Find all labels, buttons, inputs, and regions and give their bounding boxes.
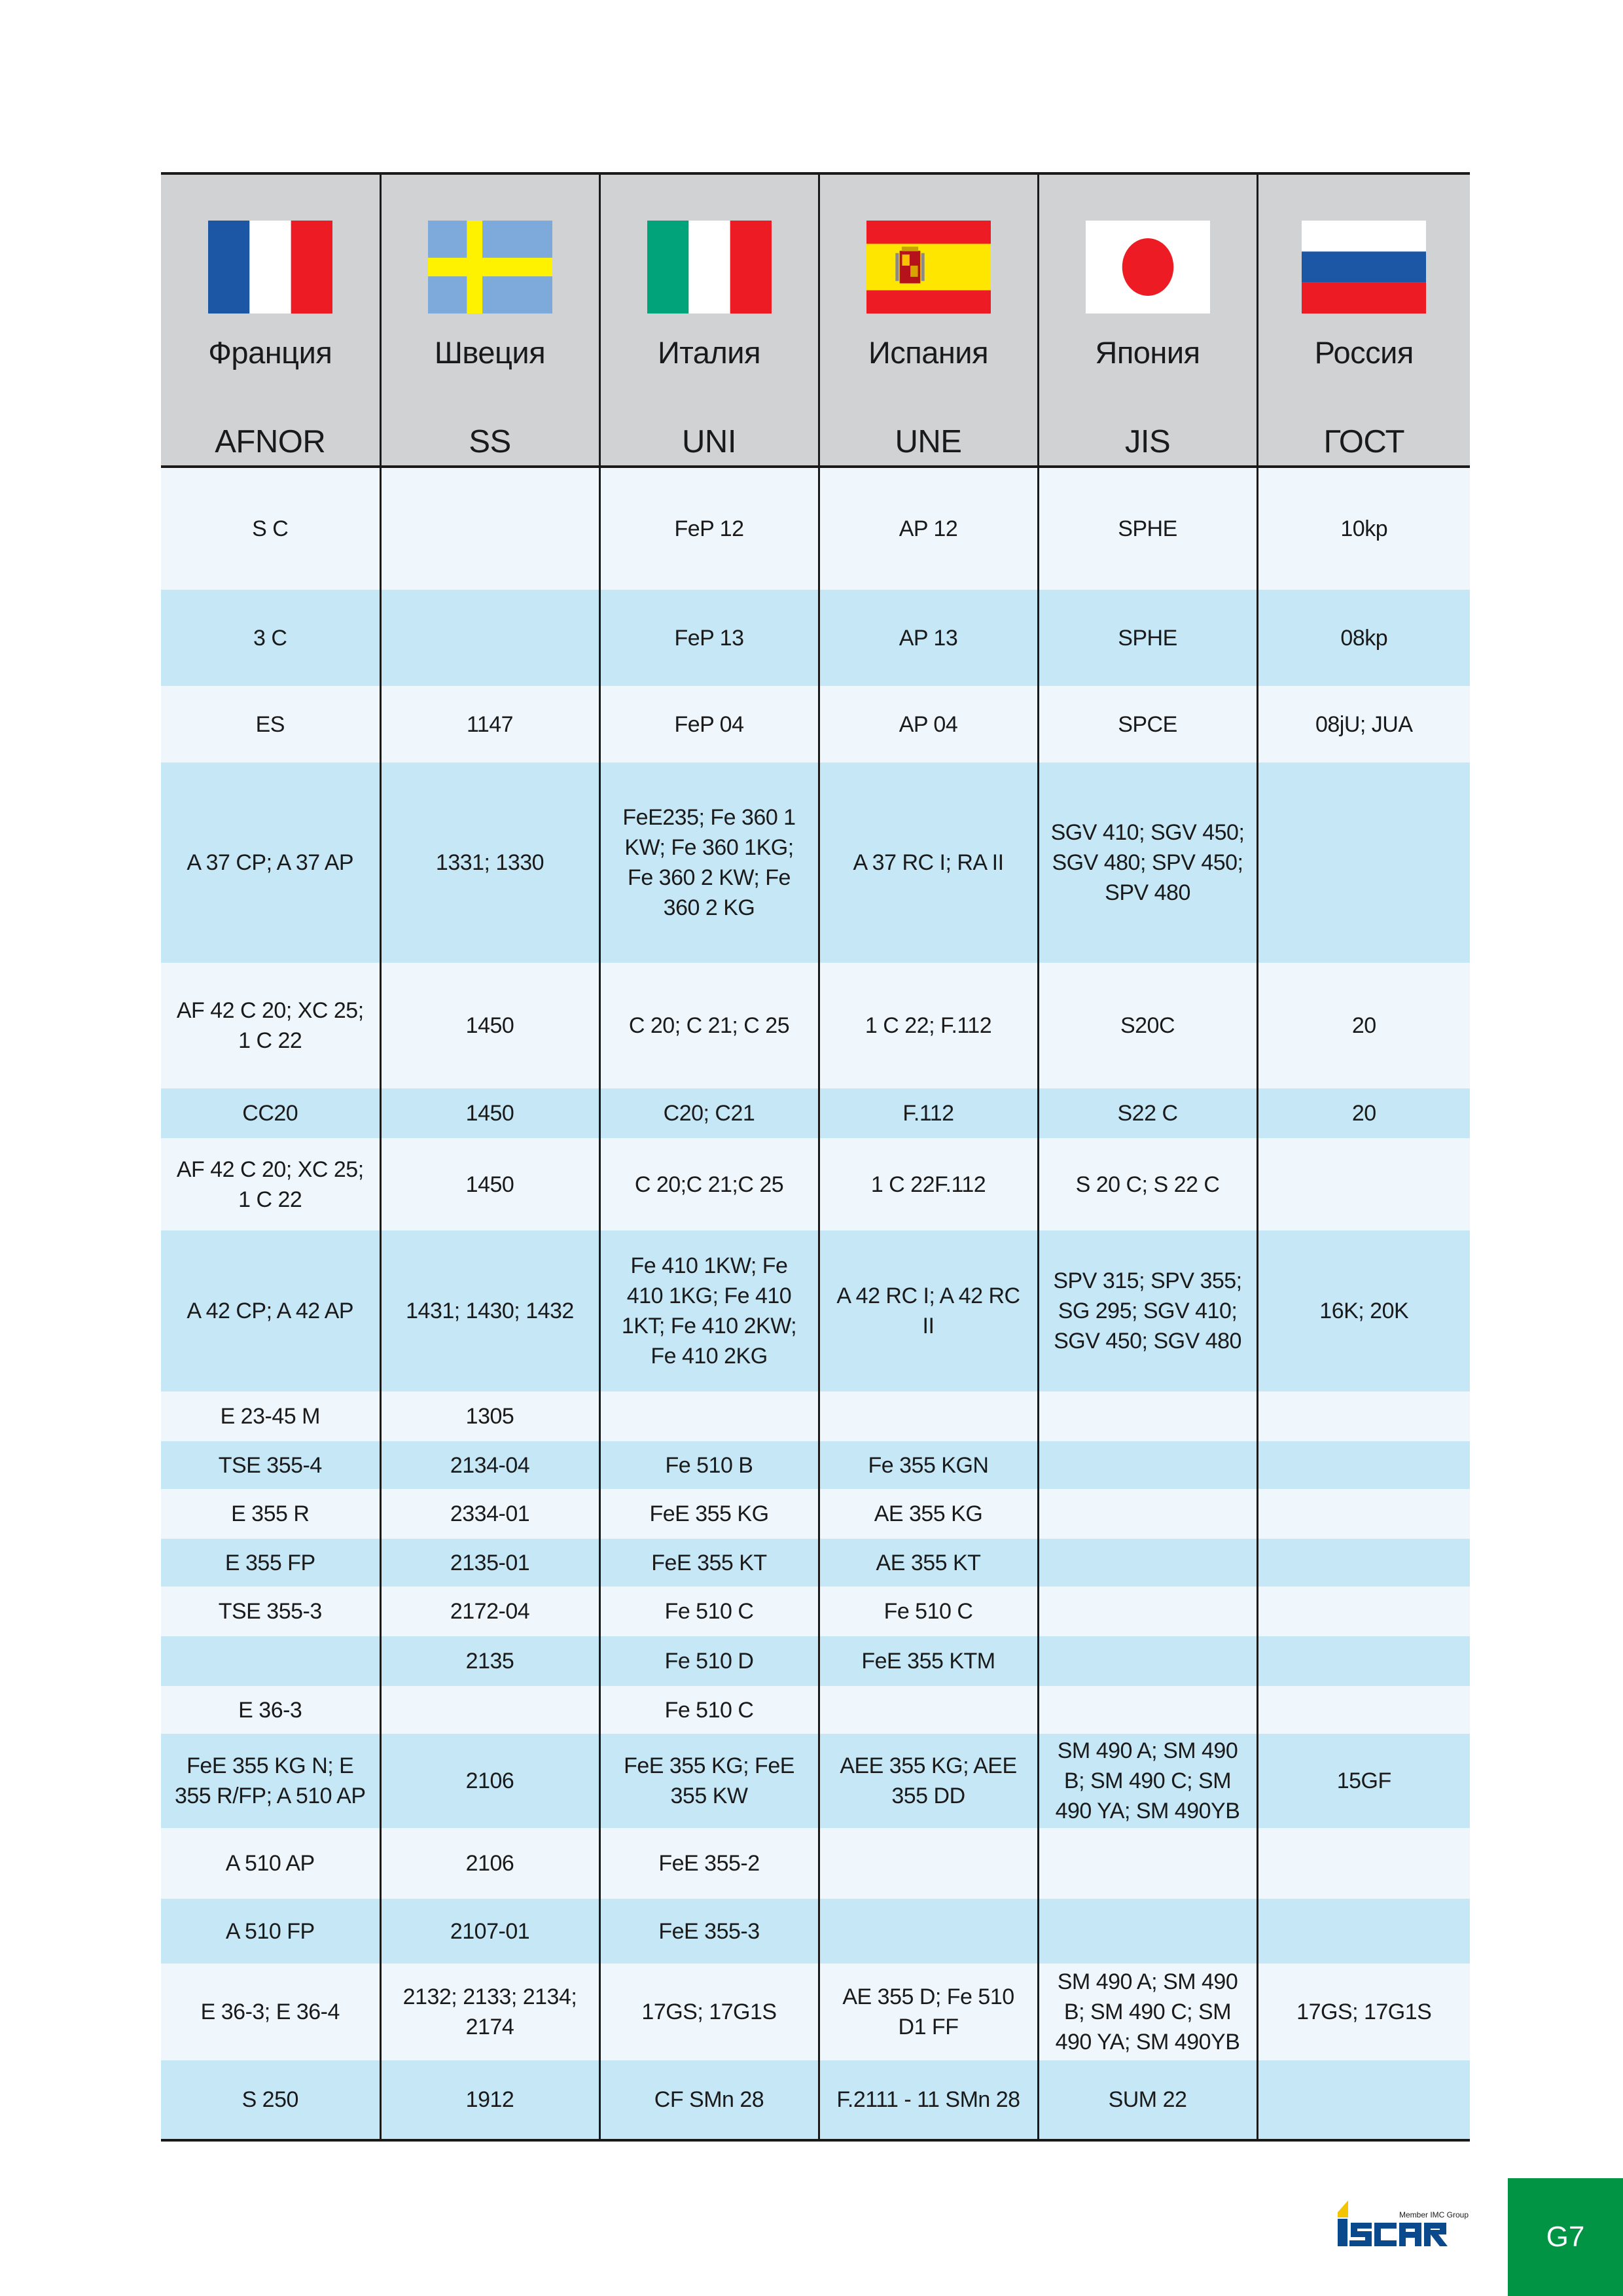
table-cell-гост xyxy=(1257,1587,1470,1636)
table-cell-jis: S20C xyxy=(1038,963,1257,1088)
table-cell-une: A 42 RC I; A 42 RC II xyxy=(819,1230,1038,1391)
flag-russia-icon xyxy=(1302,221,1426,314)
table-cell-ss: 1450 xyxy=(380,963,599,1088)
table-cell-une: AP 12 xyxy=(819,467,1038,590)
table-cell-une xyxy=(819,1899,1038,1964)
table-cell-ss: 1305 xyxy=(380,1391,599,1441)
table-cell-jis xyxy=(1038,1539,1257,1587)
table-cell-une: AP 04 xyxy=(819,686,1038,762)
table-cell-ss: 2106 xyxy=(380,1828,599,1899)
table-cell-ss: 2135-01 xyxy=(380,1539,599,1587)
table-cell-uni: FeP 04 xyxy=(599,686,819,762)
table-cell-гост: 17GS; 17G1S xyxy=(1257,1964,1470,2060)
table-cell-jis: SPHE xyxy=(1038,590,1257,686)
table-cell-uni: Fe 510 D xyxy=(599,1636,819,1686)
table-cell-uni: FeP 12 xyxy=(599,467,819,590)
standard-name: SS xyxy=(469,424,511,459)
table-cell-ss: 2334-01 xyxy=(380,1489,599,1539)
table-cell-гост xyxy=(1257,1441,1470,1489)
table-cell-afnor: A 42 CP; A 42 AP xyxy=(161,1230,380,1391)
table-cell-jis: S 20 C; S 22 C xyxy=(1038,1138,1257,1230)
table-cell-uni: FeP 13 xyxy=(599,590,819,686)
standard-name: JIS xyxy=(1124,424,1171,459)
table-cell-afnor: AF 42 C 20; XC 25; 1 C 22 xyxy=(161,963,380,1088)
table-cell-afnor: A 510 FP xyxy=(161,1899,380,1964)
table-header-row xyxy=(161,173,1470,467)
table-cell-jis: SGV 410; SGV 450; SGV 480; SPV 450; SPV 480 xyxy=(1038,762,1257,963)
table-cell-afnor: TSE 355-3 xyxy=(161,1587,380,1636)
table-cell-afnor: S C xyxy=(161,467,380,590)
table-cell-jis: SUM 22 xyxy=(1038,2060,1257,2140)
table-row xyxy=(161,1636,1470,1686)
table-cell-ss: 2132; 2133; 2134; 2174 xyxy=(380,1964,599,2060)
table-cell-гост xyxy=(1257,1138,1470,1230)
table-cell-jis: SPV 315; SPV 355; SG 295; SGV 410; SGV 450; SGV 480 xyxy=(1038,1230,1257,1391)
table-cell-гост xyxy=(1257,1828,1470,1899)
table-cell-uni: Fe 410 1KW; Fe 410 1KG; Fe 410 1KT; Fe 410 2KW; Fe 410 2KG xyxy=(599,1230,819,1391)
country-name: Россия xyxy=(1314,335,1414,370)
table-cell-jis: SPCE xyxy=(1038,686,1257,762)
iscar-logo xyxy=(1335,2198,1469,2250)
table-cell-ss: 1431; 1430; 1432 xyxy=(380,1230,599,1391)
table-cell-jis xyxy=(1038,1828,1257,1899)
table-cell-гост: 08kp xyxy=(1257,590,1470,686)
header-cell-sweden xyxy=(380,173,599,467)
table-cell-ss: 1450 xyxy=(380,1138,599,1230)
table-cell-une: AE 355 KG xyxy=(819,1489,1038,1539)
table-cell-une: Fe 510 C xyxy=(819,1587,1038,1636)
table-cell-une: FeE 355 KTM xyxy=(819,1636,1038,1686)
country-name: Япония xyxy=(1095,335,1200,370)
table-row xyxy=(161,1441,1470,1489)
table-cell-ss: 2135 xyxy=(380,1636,599,1686)
standard-name: AFNOR xyxy=(215,424,326,459)
table-cell-jis xyxy=(1038,1587,1257,1636)
table-cell-uni: FeE235; Fe 360 1 KW; Fe 360 1KG; Fe 360 2 KW; Fe 360 2 KG xyxy=(599,762,819,963)
table-cell-ss: 1331; 1330 xyxy=(380,762,599,963)
table-cell-uni: CF SMn 28 xyxy=(599,2060,819,2140)
table-row xyxy=(161,963,1470,1088)
table-row xyxy=(161,1230,1470,1391)
table-cell-jis xyxy=(1038,1686,1257,1734)
table-cell-une: AP 13 xyxy=(819,590,1038,686)
table-cell-jis: SPHE xyxy=(1038,467,1257,590)
table-cell-uni: FeE 355 KT xyxy=(599,1539,819,1587)
table-cell-гост xyxy=(1257,1391,1470,1441)
table-cell-uni: Fe 510 C xyxy=(599,1587,819,1636)
table-cell-ss xyxy=(380,590,599,686)
table-cell-гост: 20 xyxy=(1257,963,1470,1088)
table-cell-afnor: ES xyxy=(161,686,380,762)
table-row xyxy=(161,686,1470,762)
table-cell-ss: 2107-01 xyxy=(380,1899,599,1964)
table-cell-uni: 17GS; 17G1S xyxy=(599,1964,819,2060)
table-cell-jis: S22 C xyxy=(1038,1088,1257,1138)
table-row xyxy=(161,1138,1470,1230)
country-name: Испания xyxy=(868,335,989,370)
country-name: Италия xyxy=(657,335,761,370)
table-row xyxy=(161,1734,1470,1828)
table-row xyxy=(161,1489,1470,1539)
standard-name: ГОСТ xyxy=(1323,424,1405,459)
brand-tagline: Member IMC Group xyxy=(1399,2210,1469,2219)
table-cell-гост xyxy=(1257,1899,1470,1964)
table-cell-afnor: 3 C xyxy=(161,590,380,686)
table-cell-jis xyxy=(1038,1489,1257,1539)
table-cell-une: AE 355 KT xyxy=(819,1539,1038,1587)
table-cell-гост xyxy=(1257,1539,1470,1587)
table-cell-une: A 37 RC I; RA II xyxy=(819,762,1038,963)
table-row xyxy=(161,1964,1470,2060)
steel-equivalents-table xyxy=(161,172,1470,2142)
table-cell-uni: FeE 355 KG xyxy=(599,1489,819,1539)
table-cell-une xyxy=(819,1686,1038,1734)
country-name: Франция xyxy=(208,335,332,370)
table-cell-afnor: E 355 FP xyxy=(161,1539,380,1587)
standard-name: UNE xyxy=(895,424,962,459)
table-cell-гост: 15GF xyxy=(1257,1734,1470,1828)
table-row xyxy=(161,1587,1470,1636)
table-cell-jis xyxy=(1038,1391,1257,1441)
table-row xyxy=(161,1828,1470,1899)
table-cell-ss: 1147 xyxy=(380,686,599,762)
table-cell-jis xyxy=(1038,1899,1257,1964)
table-row xyxy=(161,1088,1470,1138)
table-cell-afnor: FeE 355 KG N; E 355 R/FP; A 510 AP xyxy=(161,1734,380,1828)
table-cell-ss: 2134-04 xyxy=(380,1441,599,1489)
table-row xyxy=(161,590,1470,686)
table-cell-afnor: AF 42 C 20; XC 25; 1 C 22 xyxy=(161,1138,380,1230)
table-cell-uni: C 20; C 21; C 25 xyxy=(599,963,819,1088)
table-cell-гост xyxy=(1257,1636,1470,1686)
header-cell-spain xyxy=(819,173,1038,467)
table-cell-uni: C20; C21 xyxy=(599,1088,819,1138)
table-cell-une: AEE 355 KG; AEE 355 DD xyxy=(819,1734,1038,1828)
table-cell-afnor: CC20 xyxy=(161,1088,380,1138)
table-cell-uni: C 20;C 21;C 25 xyxy=(599,1138,819,1230)
table-cell-uni: Fe 510 B xyxy=(599,1441,819,1489)
table-cell-uni: Fe 510 C xyxy=(599,1686,819,1734)
header-cell-france xyxy=(161,173,380,467)
table-cell-afnor: E 355 R xyxy=(161,1489,380,1539)
table-row xyxy=(161,1686,1470,1734)
page-number-badge: G7 xyxy=(1508,2178,1623,2296)
header-cell-russia xyxy=(1257,173,1470,467)
table-cell-une xyxy=(819,1828,1038,1899)
table-cell-une xyxy=(819,1391,1038,1441)
flag-sweden-icon xyxy=(428,221,552,314)
table-row xyxy=(161,2060,1470,2140)
table-cell-afnor: E 23-45 M xyxy=(161,1391,380,1441)
table-cell-гост: 08jU; JUA xyxy=(1257,686,1470,762)
table-cell-afnor: E 36-3; E 36-4 xyxy=(161,1964,380,2060)
table-body xyxy=(161,467,1470,2140)
table-cell-гост xyxy=(1257,1686,1470,1734)
table-cell-une: F.112 xyxy=(819,1088,1038,1138)
table-cell-гост xyxy=(1257,2060,1470,2140)
table-row xyxy=(161,1391,1470,1441)
table-cell-afnor: A 510 AP xyxy=(161,1828,380,1899)
flag-japan-icon xyxy=(1086,221,1210,314)
table-cell-une: AE 355 D; Fe 510 D1 FF xyxy=(819,1964,1038,2060)
table-cell-une: 1 C 22; F.112 xyxy=(819,963,1038,1088)
table-cell-afnor xyxy=(161,1636,380,1686)
table-cell-гост xyxy=(1257,1489,1470,1539)
table-cell-une: Fe 355 KGN xyxy=(819,1441,1038,1489)
flag-italy-icon xyxy=(647,221,772,314)
table-cell-ss xyxy=(380,1686,599,1734)
table-cell-гост: 16K; 20K xyxy=(1257,1230,1470,1391)
table-cell-une: F.2111 - 11 SMn 28 xyxy=(819,2060,1038,2140)
table-cell-ss: 1450 xyxy=(380,1088,599,1138)
table-cell-afnor: A 37 CP; A 37 AP xyxy=(161,762,380,963)
table-cell-uni: FeE 355 KG; FeE 355 KW xyxy=(599,1734,819,1828)
table-cell-uni: FeE 355-2 xyxy=(599,1828,819,1899)
standard-name: UNI xyxy=(682,424,736,459)
table-cell-гост: 10kp xyxy=(1257,467,1470,590)
table-row xyxy=(161,1899,1470,1964)
table-cell-uni: FeE 355-3 xyxy=(599,1899,819,1964)
table-cell-гост: 20 xyxy=(1257,1088,1470,1138)
table-cell-гост xyxy=(1257,762,1470,963)
table-cell-une: 1 C 22F.112 xyxy=(819,1138,1038,1230)
table-cell-uni xyxy=(599,1391,819,1441)
table-cell-afnor: E 36-3 xyxy=(161,1686,380,1734)
table-row xyxy=(161,762,1470,963)
table-cell-jis: SM 490 A; SM 490 B; SM 490 C; SM 490 YA; SM 490YB xyxy=(1038,1734,1257,1828)
table-row xyxy=(161,1539,1470,1587)
table-cell-ss: 1912 xyxy=(380,2060,599,2140)
table-cell-jis xyxy=(1038,1441,1257,1489)
table-cell-afnor: S 250 xyxy=(161,2060,380,2140)
flag-spain-icon xyxy=(866,221,991,314)
table-cell-afnor: TSE 355-4 xyxy=(161,1441,380,1489)
header-cell-italy xyxy=(599,173,819,467)
country-name: Швеция xyxy=(434,335,546,370)
table-cell-jis: SM 490 A; SM 490 B; SM 490 C; SM 490 YA; SM 490YB xyxy=(1038,1964,1257,2060)
table-row xyxy=(161,467,1470,590)
table-cell-ss xyxy=(380,467,599,590)
table-cell-ss: 2106 xyxy=(380,1734,599,1828)
header-cell-japan xyxy=(1038,173,1257,467)
flag-france-icon xyxy=(208,221,332,314)
table-cell-ss: 2172-04 xyxy=(380,1587,599,1636)
table-cell-jis xyxy=(1038,1636,1257,1686)
